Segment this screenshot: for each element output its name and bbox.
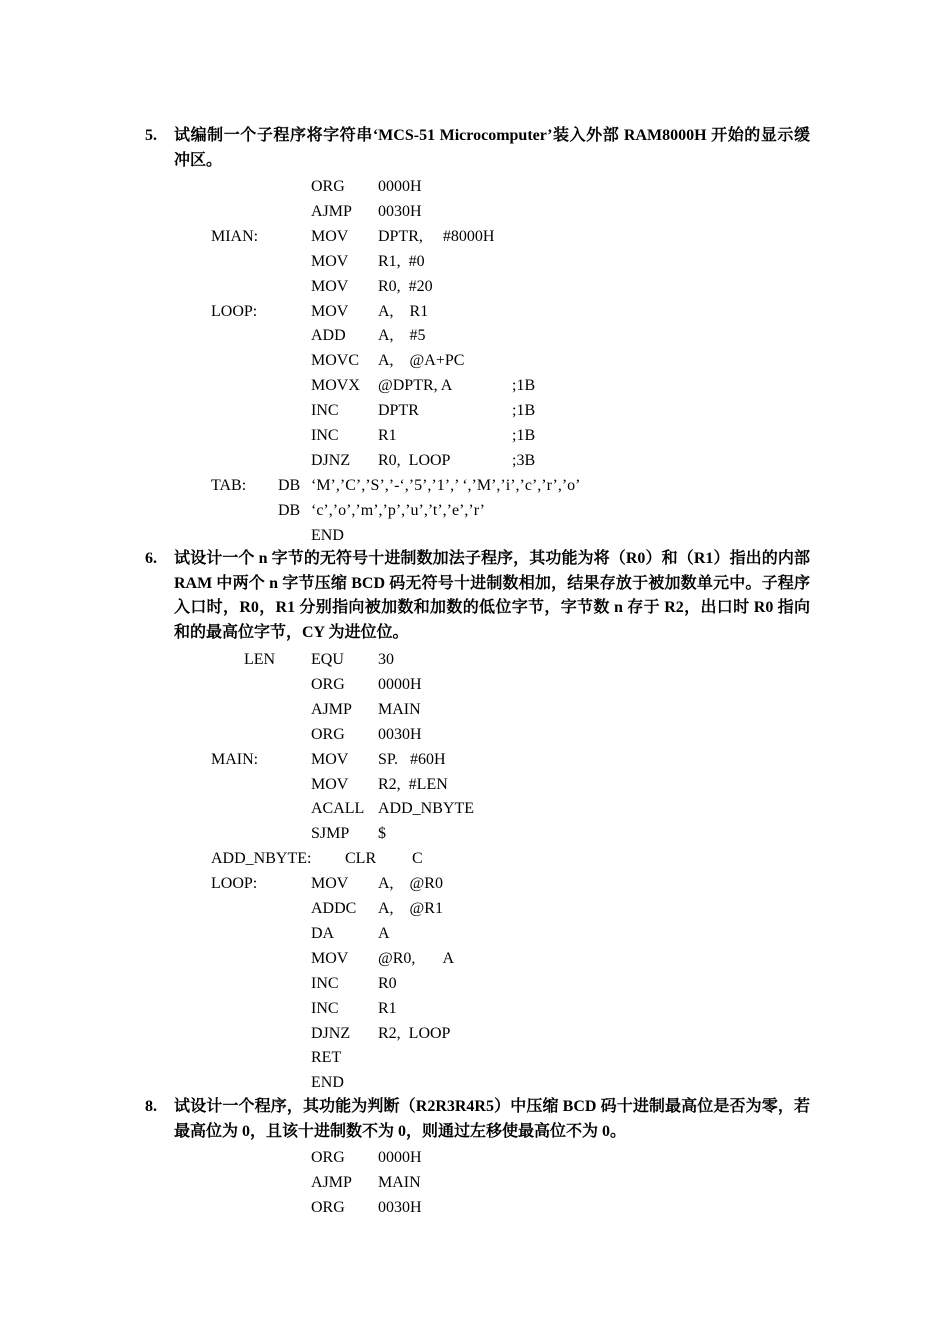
code-mnemonic: ADDC <box>311 900 357 917</box>
code-mnemonic: CLR <box>345 850 377 868</box>
code-operands: DPTR, #8000H <box>378 227 495 245</box>
code-mnemonic: ORG <box>311 675 345 693</box>
code-operands: A <box>378 924 390 942</box>
code-line <box>0 348 950 373</box>
code-operands: R1 <box>378 999 397 1017</box>
code-operands: MAIN <box>378 1173 421 1191</box>
code-operands: A, R1 <box>378 302 429 320</box>
code-mnemonic: ACALL <box>311 800 365 818</box>
code-line <box>0 398 950 423</box>
code-operands: C <box>412 850 423 868</box>
code-line <box>0 697 950 722</box>
code-line <box>0 423 950 448</box>
code-mnemonic: END <box>311 526 344 544</box>
code-line <box>0 747 950 772</box>
code-operands: R1 <box>378 427 397 444</box>
code-operands: 0030H <box>378 1198 422 1216</box>
code-operands: A, @A+PC <box>378 352 465 370</box>
code-line <box>0 722 950 747</box>
question-number: 8. <box>145 1098 157 1115</box>
code-mnemonic: EQU <box>311 651 344 668</box>
code-mnemonic: DB <box>278 476 301 494</box>
code-line <box>0 174 950 199</box>
code-mnemonic: ORG <box>311 1149 345 1166</box>
code-line <box>0 772 950 797</box>
code-line <box>0 1021 950 1046</box>
code-mnemonic: MOV <box>311 302 349 320</box>
code-mnemonic: MOV <box>311 277 349 295</box>
code-mnemonic: ORG <box>311 1198 345 1216</box>
code-operands: SP. #60H <box>378 750 446 768</box>
code-line <box>0 224 950 249</box>
code-mnemonic: INC <box>311 999 339 1017</box>
code-line <box>0 846 950 871</box>
code-line <box>0 1170 950 1195</box>
code-comment: ;1B <box>512 427 536 444</box>
code-label: MAIN: <box>211 750 259 768</box>
code-line <box>0 921 950 946</box>
code-operands: 0030H <box>378 202 422 220</box>
code-operands: R1, #0 <box>378 252 425 270</box>
code-operands: A, @R0 <box>378 875 443 893</box>
code-line <box>0 647 950 672</box>
question-number: 6. <box>145 550 157 567</box>
code-line <box>0 299 950 324</box>
code-line <box>0 199 950 224</box>
code-mnemonic: INC <box>311 402 339 420</box>
code-operands: $ <box>378 825 386 843</box>
code-line <box>0 821 950 846</box>
code-line <box>0 896 950 921</box>
code-mnemonic: ORG <box>311 725 345 743</box>
code-line <box>0 523 950 548</box>
code-operands: 0000H <box>378 178 422 195</box>
code-line <box>0 871 950 896</box>
code-mnemonic: INC <box>311 427 339 444</box>
code-label: TAB: <box>211 476 247 494</box>
question-number: 5. <box>145 127 157 144</box>
code-line <box>0 971 950 996</box>
question-text: 试编制一个子程序将字符串‘MCS-51 Microcomputer’装入外部 RAM8000H 开始的显示缓冲区。 <box>174 127 810 169</box>
code-line <box>0 796 950 821</box>
question-6 <box>145 547 810 645</box>
code-mnemonic: MOV <box>311 227 349 245</box>
code-comment: ;3B <box>512 451 536 469</box>
code-line <box>0 498 950 523</box>
code-label: MIAN: <box>211 227 259 245</box>
code-mnemonic: AJMP <box>311 700 352 718</box>
code-operands: ADD_NBYTE <box>378 800 474 818</box>
code-line <box>0 249 950 274</box>
code-operands: ‘c’,’o’,’m’,’p’,’u’,’t’,’e’,’r’ <box>311 501 485 519</box>
code-mnemonic: DJNZ <box>311 451 351 469</box>
code-mnemonic: RET <box>311 1049 342 1067</box>
code-mnemonic: MOV <box>311 775 349 793</box>
code-line <box>0 1145 950 1170</box>
code-operands: @R0, A <box>378 949 455 967</box>
code-operands: DPTR <box>378 402 419 420</box>
code-line <box>0 1045 950 1070</box>
code-operands: R0 <box>378 974 397 992</box>
code-mnemonic: AJMP <box>311 202 352 220</box>
code-mnemonic: INC <box>311 974 339 992</box>
code-line <box>0 448 950 473</box>
code-mnemonic: AJMP <box>311 1173 352 1191</box>
code-comment: ;1B <box>512 377 536 395</box>
code-operands: 0030H <box>378 725 422 743</box>
code-operands: MAIN <box>378 700 421 718</box>
code-operands: R0, LOOP <box>378 451 451 469</box>
code-operands: A, #5 <box>378 327 426 345</box>
code-line <box>0 323 950 348</box>
code-operands: 30 <box>378 651 394 668</box>
code-line <box>0 1195 950 1220</box>
code-mnemonic: MOVX <box>311 377 360 395</box>
code-label: LEN <box>244 651 276 668</box>
code-line <box>0 672 950 697</box>
code-line <box>0 1070 950 1095</box>
question-text: 试设计一个 n 字节的无符号十进制数加法子程序，其功能为将（R0）和（R1）指出的内部 RAM 中两个 n 字节压缩 BCD 码无符号十进制数相加，结果存放于被加数单元中。子程序入口时，R0，R1 分别指向被加数和加数的低位字节，字节数 n 存于 R2，出口时 R0 指向和的最高位字节，CY 为进位位。 <box>174 550 810 641</box>
code-operands: R0, #20 <box>378 277 433 295</box>
code-operands: @DPTR, A <box>378 377 453 395</box>
code-operands: ‘M’,’C’,’S’,’-‘,’5’,’1’,’ ‘,’M’,’i’,’c’,’r’,’o’ <box>311 476 581 494</box>
code-mnemonic: END <box>311 1074 344 1092</box>
code-operands: R2, #LEN <box>378 775 448 793</box>
code-label: LOOP: <box>211 302 258 320</box>
code-mnemonic: SJMP <box>311 825 350 843</box>
code-mnemonic: ORG <box>311 178 345 195</box>
code-line <box>0 373 950 398</box>
question-text: 试设计一个程序，其功能为判断（R2R3R4R5）中压缩 BCD 码十进制最高位是否为零，若最高位为 0，且该十进制数不为 0，则通过左移使最高位不为 0。 <box>174 1098 810 1140</box>
code-mnemonic: MOVC <box>311 352 360 370</box>
code-mnemonic: DA <box>311 924 335 942</box>
question-8 <box>145 1095 810 1144</box>
code-line <box>0 274 950 299</box>
code-label: ADD_NBYTE: <box>211 850 312 868</box>
code-mnemonic: MOV <box>311 252 349 270</box>
question-5 <box>145 124 810 173</box>
code-operands: R2, LOOP <box>378 1024 451 1042</box>
code-mnemonic: MOV <box>311 875 349 893</box>
code-line <box>0 473 950 498</box>
code-comment: ;1B <box>512 402 536 420</box>
code-line <box>0 996 950 1021</box>
code-operands: 0000H <box>378 675 422 693</box>
code-operands: 0000H <box>378 1149 422 1166</box>
code-mnemonic: MOV <box>311 949 349 967</box>
code-mnemonic: MOV <box>311 750 349 768</box>
code-label: LOOP: <box>211 875 258 893</box>
code-line <box>0 946 950 971</box>
code-mnemonic: DB <box>278 501 301 519</box>
code-mnemonic: ADD <box>311 327 346 345</box>
code-mnemonic: DJNZ <box>311 1024 351 1042</box>
code-operands: A, @R1 <box>378 900 443 917</box>
